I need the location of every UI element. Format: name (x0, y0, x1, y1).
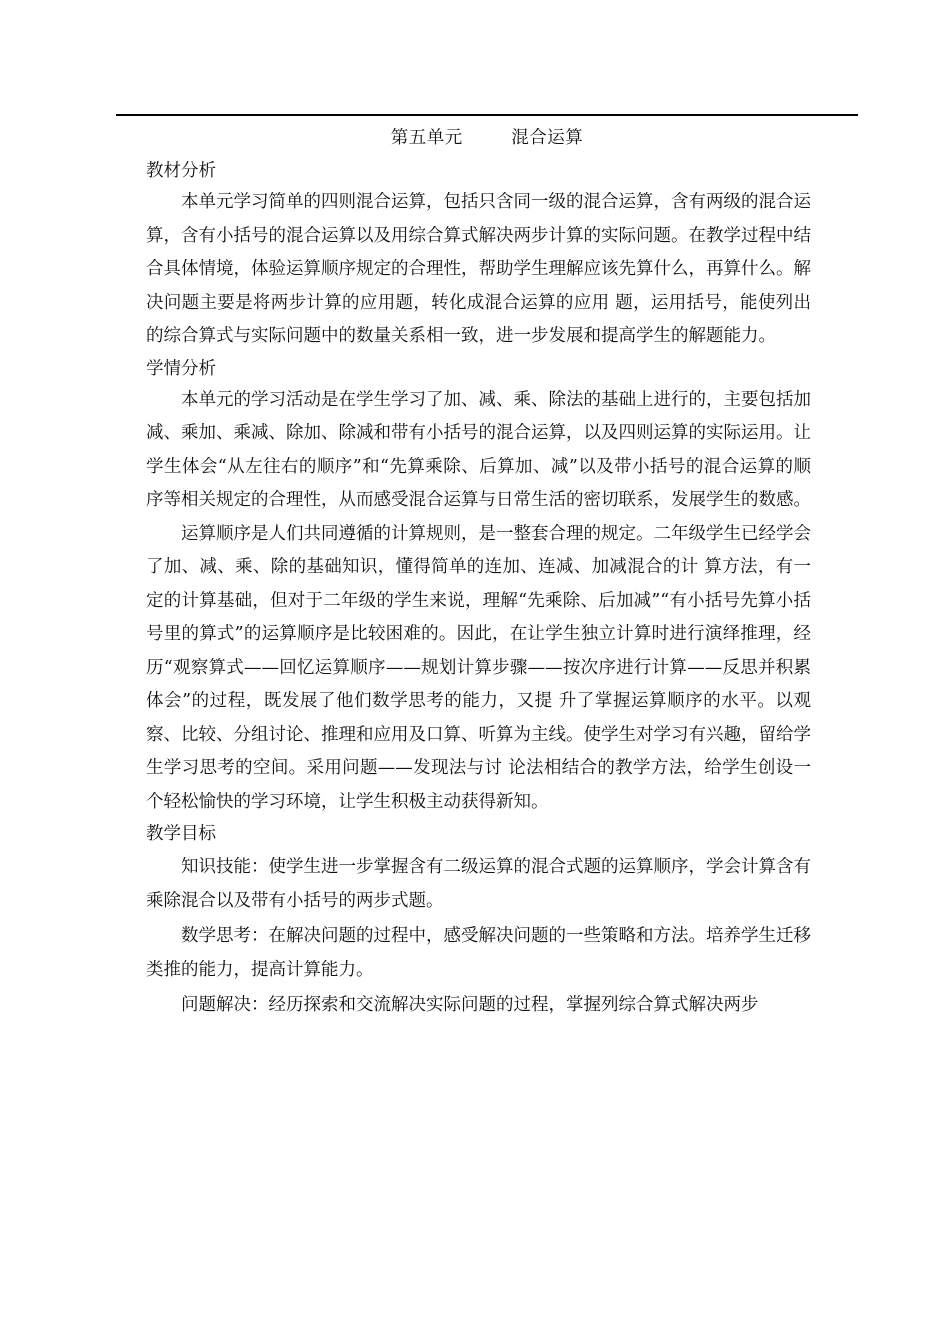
student-analysis-paragraph-1: 本单元的学习活动是在学生学习了加、减、乘、除法的基础上进行的，主要包括加减、乘加、乘减、除加、除减和带有小括号的混合运算，以及四则运算的实际运用。让学生体会“从左往右的顺序”和“先算乘除、后算加、减”以及带小括号的混合运算的顺序等相关规定的合理性，从而感受混合运算与日常生活的密切联系，发展学生的数感。 (146, 389, 811, 510)
goal-math-thinking: 数学思考：在解决问题的过程中，感受解决问题的一些策略和方法。培养学生迁移类推的能力，提高计算能力。 (146, 926, 811, 980)
section-heading-teaching-goals: 教学目标 (146, 824, 216, 844)
material-analysis-paragraph: 本单元学习简单的四则混合运算，包括只含同一级的混合运算，含有两级的混合运算，含有小括号的混合运算以及用综合算式解决两步计算的实际问题。在教学过程中结合具体情境，体验运算顺序规定的合理性，帮助学生理解应该先算什么，再算什么。解决问题主要是将两步计算的应用题，转化成混合运算的应用 题，运用括号，能使列出的综合算式与实际问题中的数量关系相一致，进一步发展和提高学生的解题能力。 (146, 192, 811, 346)
section-heading-material-analysis: 教材分析 (146, 161, 216, 181)
goal-knowledge-skills: 知识技能：使学生进一步掌握含有二级运算的混合式题的运算顺序，学会计算含有乘除混合以及带有小括号的两步式题。 (146, 857, 811, 911)
section-heading-student-analysis: 学情分析 (146, 358, 216, 379)
goal-problem-solving: 问题解决：经历探索和交流解决实际问题的过程，掌握列综合算式解决两步 (181, 995, 759, 1015)
header-rule (116, 114, 858, 116)
student-analysis-paragraph-2: 运算顺序是人们共同遵循的计算规则，是一整套合理的规定。二年级学生已经学会了加、减、乘、除的基础知识，懂得简单的连加、连减、加减混合的计 算方法，有一定的计算基础，但对于二年级的学生来说，理解“先乘除、后加减”“有小括号先算小括号里的算式”的运算顺序是比较困难的。因此，在让学生独立计算时进行演绎推理，经历“观察算式——回忆运算顺序——规划计算步骤——按次序进行计算——反思并积累体会”的过程，既发展了他们数学思考的能力，又提 升了掌握运算顺序的水平。以观察、比较、分组讨论、推理和应用及口算、听算为主线。使学生对学习有兴趣，留给学生学习思考的空间。采用问题——发现法与讨 论法相结合的教学方法，给学生创设一个轻松愉快的学习环境，让学生积极主动获得新知。 (146, 523, 811, 812)
page-title: 第五单元 混合运算 (390, 128, 584, 148)
document-body (146, 156, 811, 1025)
